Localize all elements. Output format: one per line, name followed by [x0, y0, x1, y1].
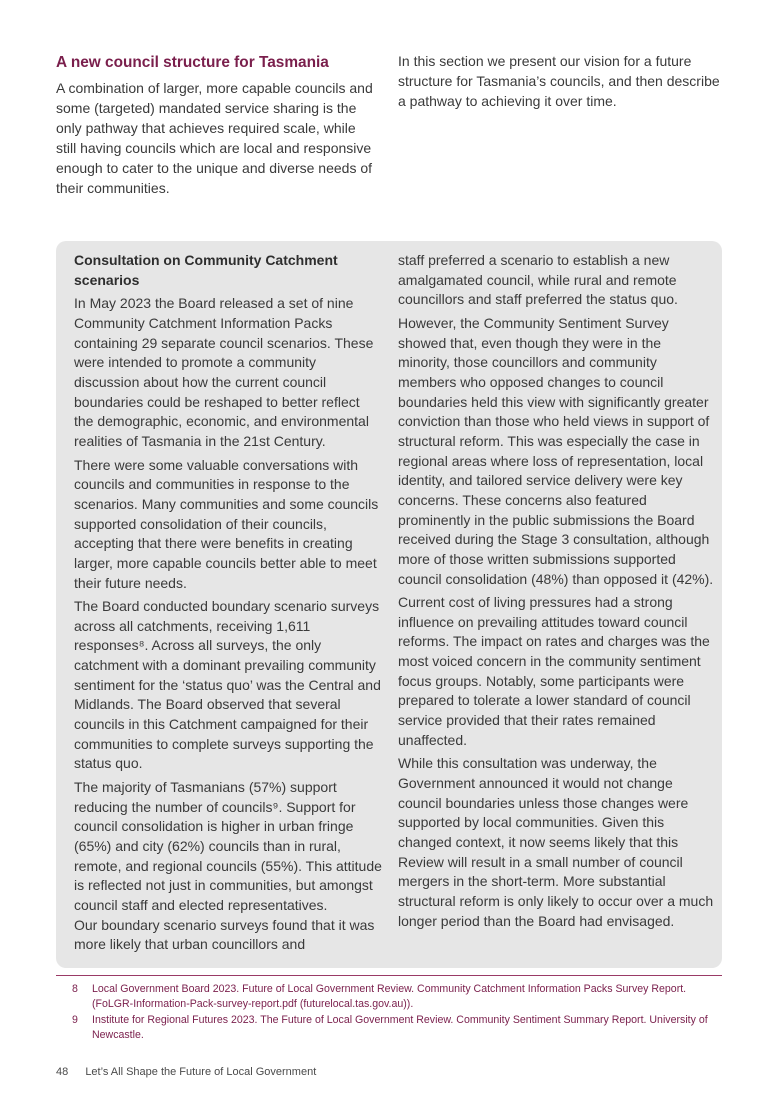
footnote-text: Local Government Board 2023. Future of Local Government Review. Community Catchment Information Packs Survey Report. (FoLGR-Information-Pack-survey-report.pdf (futurelocal.tas.gov.au)). [92, 983, 687, 1010]
section-title: A new council structure for Tasmania [56, 54, 329, 71]
panel-right-column [398, 251, 714, 935]
page-number: 48 [56, 1066, 69, 1078]
panel-paragraph: staff preferred a scenario to establish a new amalgamated council, while rural and remote councillors and staff preferred the status quo. [398, 252, 678, 308]
footnotes [56, 982, 722, 1044]
panel-paragraph: There were some valuable conversations with councils and communities in response to the scenarios. Many communities and some councils supported consolidation of their councils, accepting that there were benefits in creating larger, more capable councils better able to meet their future needs. [74, 456, 379, 591]
panel-heading: Consultation on Community Catchment scenarios [74, 252, 338, 288]
panel-paragraph: However, the Community Sentiment Survey showed that, even though they were in the minority, those councillors and community members who opposed changes to council boundaries held this view with significantly greater conviction than those who held views in support of structural reform. This was especially the case in regional areas where loss of representation, local identity, and tailored service delivery were key concerns. These concerns also featured prominently in the public submissions the Board received during the Stage 3 consultation, although more of those written submissions supported council consolidation (48%) than opposed it (42%). [398, 314, 714, 587]
consultation-panel [56, 241, 722, 968]
intro-right-paragraph: In this section we present our vision for a future structure for Tasmania’s councils, and then describe a pathway to achieving it over time. [398, 53, 720, 109]
footnote-number: 8 [72, 983, 78, 995]
panel-paragraph: While this consultation was underway, the Government announced it would not change council boundaries unless those changes were supported by local communities. Given this changed context, it now seems likely that this Review will result in a small number of council mergers in the short-term. More substantial structural reform is only likely to occur over a much longer period than the Board had envisaged. [398, 755, 714, 929]
panel-paragraph: Our boundary scenario surveys found that it was more likely that urban councillors and [74, 916, 375, 953]
footer-title: Let’s All Shape the Future of Local Government [85, 1066, 317, 1078]
panel-paragraph: Current cost of living pressures had a strong influence on prevailing attitudes toward council reforms. The impact on rates and charges was the most voiced concern in the community sentiment focus groups. Notably, some participants were prepared to tolerate a lower standard of council service provided that their rates remained unaffected. [398, 594, 710, 748]
panel-paragraph: In May 2023 the Board released a set of nine Community Catchment Information Packs containing 29 separate council scenarios. These were intended to promote a community discussion about how the current council boundaries could be reshaped to better reflect the demographic, economic, and environmental realities of Tasmania in the 21st Century. [74, 295, 374, 449]
footnote-number: 9 [72, 1014, 78, 1026]
intro-paragraph: A combination of larger, more capable councils and some (targeted) mandated service sharing is the only pathway that achieves required scale, while still having councils which are local and responsive enough to cater to the unique and diverse needs of their communities. [56, 80, 373, 196]
panel-paragraph: The majority of Tasmanians (57%) support reducing the number of councils⁹. Support for council consolidation is higher in urban fringe (65%) and city (62%) councils than in rural, remote, and regional councils (55%). This attitude is reflected not just in communities, but amongst council staff and elected representatives. [74, 779, 382, 913]
intro-section [56, 52, 374, 198]
footnote [56, 982, 722, 1012]
footnote-text: Institute for Regional Futures 2023. The Future of Local Government Review. Community Sentiment Summary Report. University of Newcastle. [92, 1014, 708, 1041]
panel-paragraph: The Board conducted boundary scenario surveys across all catchments, receiving 1,611 responses⁸. Across all surveys, the only catchment with a dominant prevailing community sentiment for the ‘status quo’ was the Central and Midlands. The Board observed that several councils in this Catchment campaigned for their communities to complete surveys supporting the status quo. [74, 598, 381, 772]
page-footer [56, 1064, 316, 1080]
panel-left-column [74, 251, 382, 959]
footnote [56, 1013, 722, 1043]
footnote-divider [56, 975, 722, 976]
